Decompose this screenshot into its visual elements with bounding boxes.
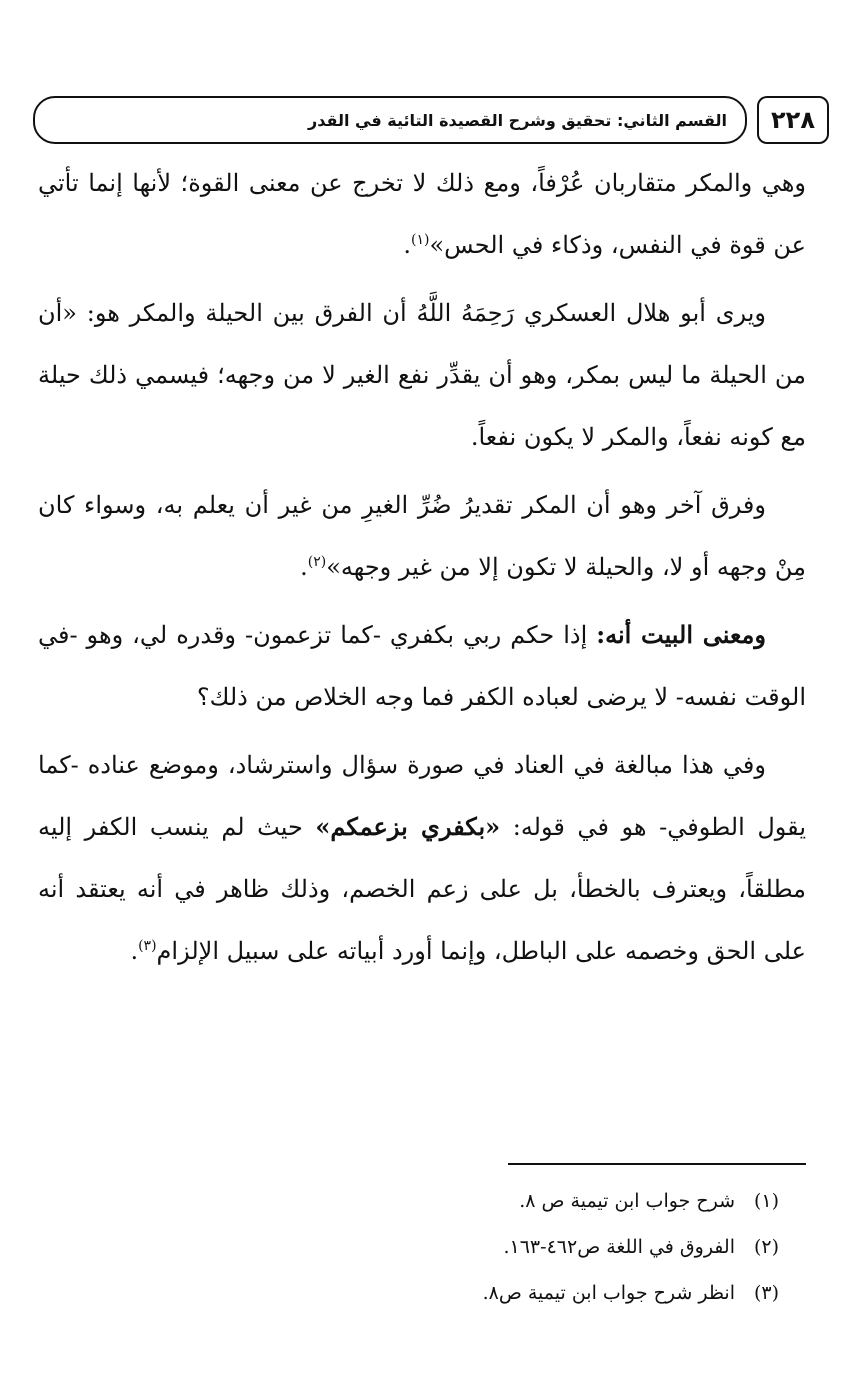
footnote-number: (١): [753, 1190, 779, 1212]
paragraph-4-text: إذا حكم ربي بكفري -كما تزعمون- وقدره لي، وهو -في الوقت نفسه- لا يرضى لعباده الكفر فما وجه الخلاص من ذلك؟: [38, 621, 806, 711]
footnote-separator: [508, 1163, 806, 1165]
paragraph-3-text: وفرق آخر وهو أن المكر تقديرُ ضُرِّ الغيرِ من غير أن يعلم به، وسواء كان مِنْ وجهه أو لا، والحيلة لا تكون إلا من غير وجهه»: [38, 491, 806, 581]
footnote-2: [219, 1224, 779, 1270]
paragraph-5-end: .: [130, 937, 139, 965]
running-title: القسم الثاني: تحقيق وشرح القصيدة التائية في القدر: [33, 96, 747, 144]
footnote-ref-1: (١): [411, 232, 430, 248]
footnote-1: [219, 1178, 779, 1224]
footnotes: [219, 1178, 779, 1316]
paragraph-3-end: .: [300, 553, 308, 581]
paragraph-1-text: وهي والمكر متقاربان عُرْفاً، ومع ذلك لا تخرج عن معنى القوة؛ لأنها إنما تأتي عن قوة في النفس، وذكاء في الحس»: [38, 169, 806, 259]
paragraph-5: [38, 734, 806, 982]
paragraph-5-quote: «بكفري بزعمكم»: [315, 812, 501, 841]
paragraph-1-end: .: [403, 231, 411, 259]
paragraph-5-text-a: وفي هذا مبالغة في العناد في صورة سؤال واسترشاد، وموضع عناده -كما يقول الطوفي- هو في قوله:: [38, 751, 806, 841]
paragraph-5-text-b: حيث لم ينسب الكفر إليه مطلقاً، ويعترف بالخطأ، بل على زعم الخصم، وذلك ظاهر في أنه يعتقد أنه على الحق وخصمه على الباطل، وإنما أورد أبياته على سبيل الإلزام: [38, 813, 806, 965]
footnote-text: انظر شرح جواب ابن تيمية ص٨.: [482, 1282, 735, 1304]
page-number: ٢٢٨: [757, 96, 829, 144]
paragraph-4: [38, 604, 806, 728]
paragraph-1: [38, 152, 806, 276]
footnote-number: (٣): [753, 1282, 779, 1304]
main-text: [38, 152, 806, 988]
footnote-text: شرح جواب ابن تيمية ص ٨.: [519, 1190, 735, 1212]
footnote-ref-3: (٣): [138, 938, 157, 954]
footnote-number: (٢): [753, 1236, 779, 1258]
running-header: [33, 96, 829, 146]
footnote-text: الفروق في اللغة ص٤٦٢-١٦٣.: [503, 1236, 735, 1258]
paragraph-4-lead: ومعنى البيت أنه:: [596, 620, 766, 649]
paragraph-2: ويرى أبو هلال العسكري رَحِمَهُ اللَّهُ أن الفرق بين الحيلة والمكر هو: «أن من الحيلة ما ليس بمكر، وهو أن يقدِّر نفع الغير لا من وجهه؛ فيسمي ذلك حيلة مع كونه نفعاً، والمكر لا يكون نفعاً.: [38, 299, 807, 451]
footnote-ref-2: (٢): [307, 554, 327, 570]
paragraph-3: [38, 474, 806, 598]
footnote-3: [219, 1270, 779, 1316]
